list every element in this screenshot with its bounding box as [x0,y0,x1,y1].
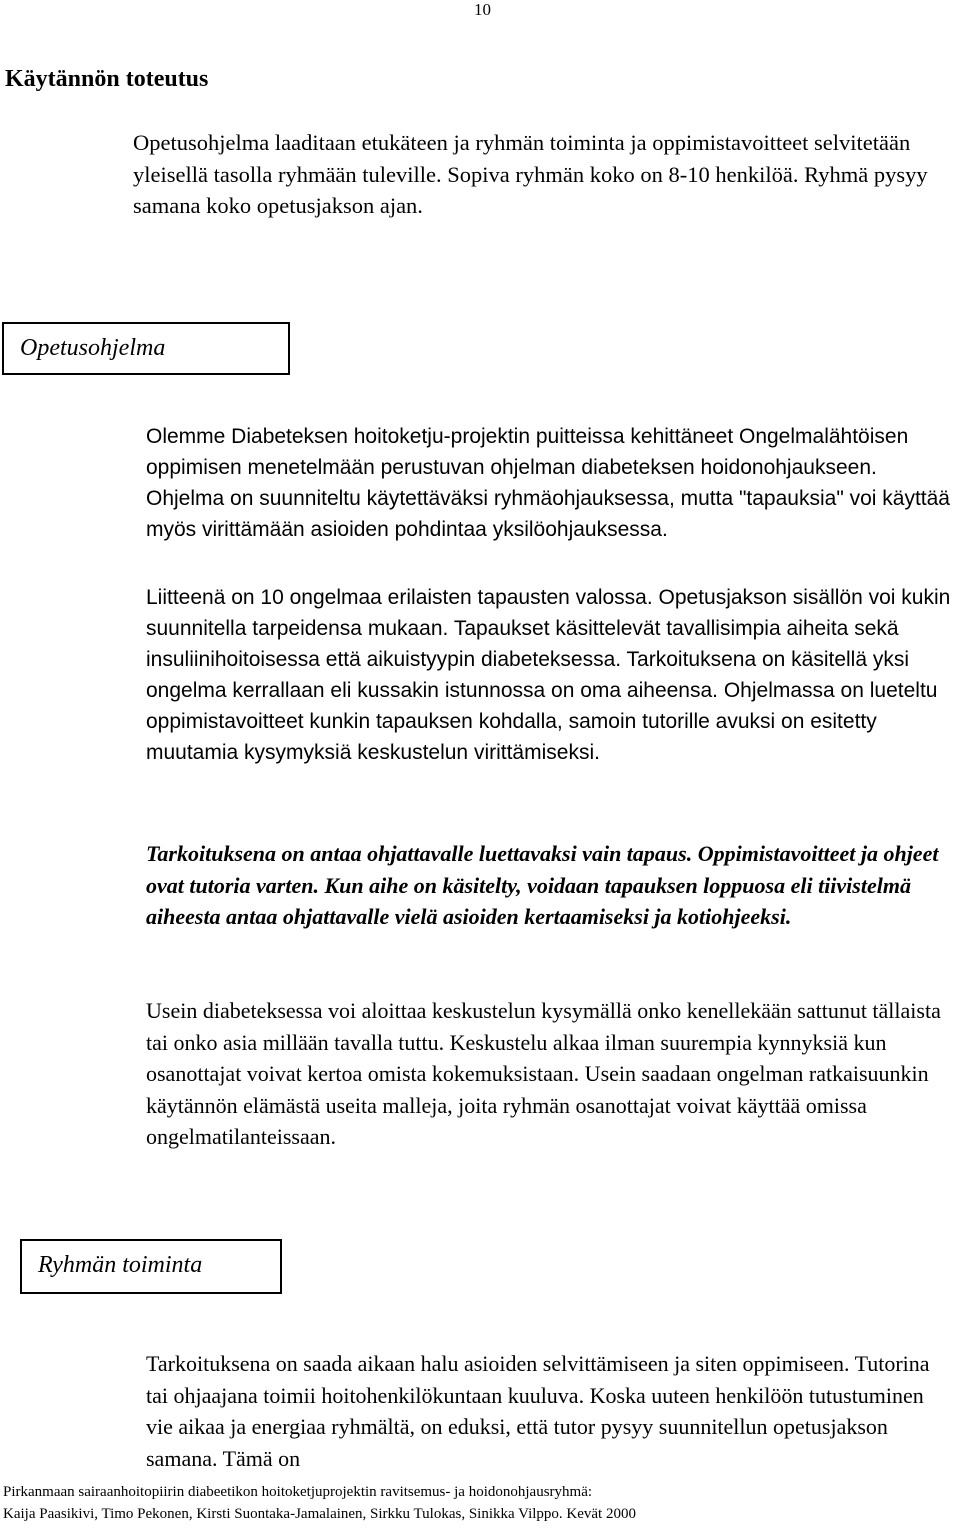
opetusohjelma-paragraph-3 [146,995,954,1153]
opetusohjelma-emphasis [146,838,954,933]
section-heading: Käytännön toteutus [5,66,209,92]
paragraph-text: Liitteenä on 10 ongelmaa erilaisten tapausten valossa. Opetusjakson sisällön voi kukin suunnitella tarpeidensa mukaan. Tapaukset käsittelevät tavallisimpia aiheita sekä insuliinihoitoisessa että aikuistyypin diabeteksessa. Tarkoituksena on käsitellä yksi ongelma kerrallaan eli kussakin istunnossa on oma aiheensa. Ohjelmassa on lueteltu oppimistavoitteet kunkin tapauksen kohdalla, samoin tutorille avuksi on esitetty muutamia kysymyksiä keskustelun virittämiseksi. [146,586,951,764]
footer-line-1: Pirkanmaan sairaanhoitopiirin diabeetikon hoitoketjuprojektin ravitsemus- ja hoidonohjausryhmä: [3,1484,593,1500]
intro-paragraph [133,127,948,222]
paragraph-text: Olemme Diabeteksen hoitoketju-projektin puitteissa kehittäneet Ongelmalähtöisen oppimisen menetelmään perustuvan ohjelman diabeteksen hoidonohjaukseen. Ohjelma on suunniteltu käytettäväksi ryhmäohjauksessa, mutta "tapauksia" voi käyttää myös virittämään asioiden pohdintaa yksilöohjauksessa. [146,425,950,541]
emphasis-text: Tarkoituksena on antaa ohjattavalle luettavaksi vain tapaus. Oppimistavoitteet ja ohjeet ovat tutoria varten. Kun aihe on käsitelty, voidaan tapauksen loppuosa eli tiivistelmä aiheesta antaa ohjattavalle vielä asioiden kertaamiseksi ja kotiohjeeksi. [146,841,939,929]
opetusohjelma-box [2,322,290,375]
opetusohjelma-paragraph-1 [146,421,954,545]
page-number: 10 [474,0,491,19]
paragraph-text: Usein diabeteksessa voi aloittaa keskustelun kysymällä onko kenellekään sattunut tällaista tai onko asia millään tavalla tuttu. Keskustelu alkaa ilman suurempia kynnyksiä kun osanottajat voivat kertoa omista kokemuksistaan. Usein saadaan ongelman ratkaisuunkin käytännön elämästä useita malleja, joita ryhmän osanottajat voivat käyttää omissa ongelmatilanteissaan. [146,998,941,1149]
opetusohjelma-paragraph-2 [146,582,954,768]
intro-text: Opetusohjelma laaditaan etukäteen ja ryhmän toiminta ja oppimistavoitteet selvitetään yleisellä tasolla ryhmään tuleville. Sopiva ryhmän koko on 8-10 henkilöä. Ryhmä pysyy samana koko opetusjakson ajan. [133,130,928,218]
ryhman-toiminta-paragraph [146,1348,954,1474]
ryhman-toiminta-label: Ryhmän toiminta [38,1252,203,1278]
footer-line-2: Kaija Paasikivi, Timo Pekonen, Kirsti Suontaka-Jamalainen, Sirkku Tulokas, Sinikka Vilppo. Kevät 2000 [3,1506,636,1522]
paragraph-text: Tarkoituksena on saada aikaan halu asioiden selvittämiseen ja siten oppimiseen. Tutorina tai ohjaajana toimii hoitohenkilökuntaan kuuluva. Koska uuteen henkilöön tutustuminen vie aikaa ja energiaa ryhmältä, on eduksi, että tutor pysyy suunnitellun opetusjakson samana. Tämä on [146,1351,930,1471]
opetusohjelma-label: Opetusohjelma [20,335,166,361]
ryhman-toiminta-box [20,1239,282,1294]
